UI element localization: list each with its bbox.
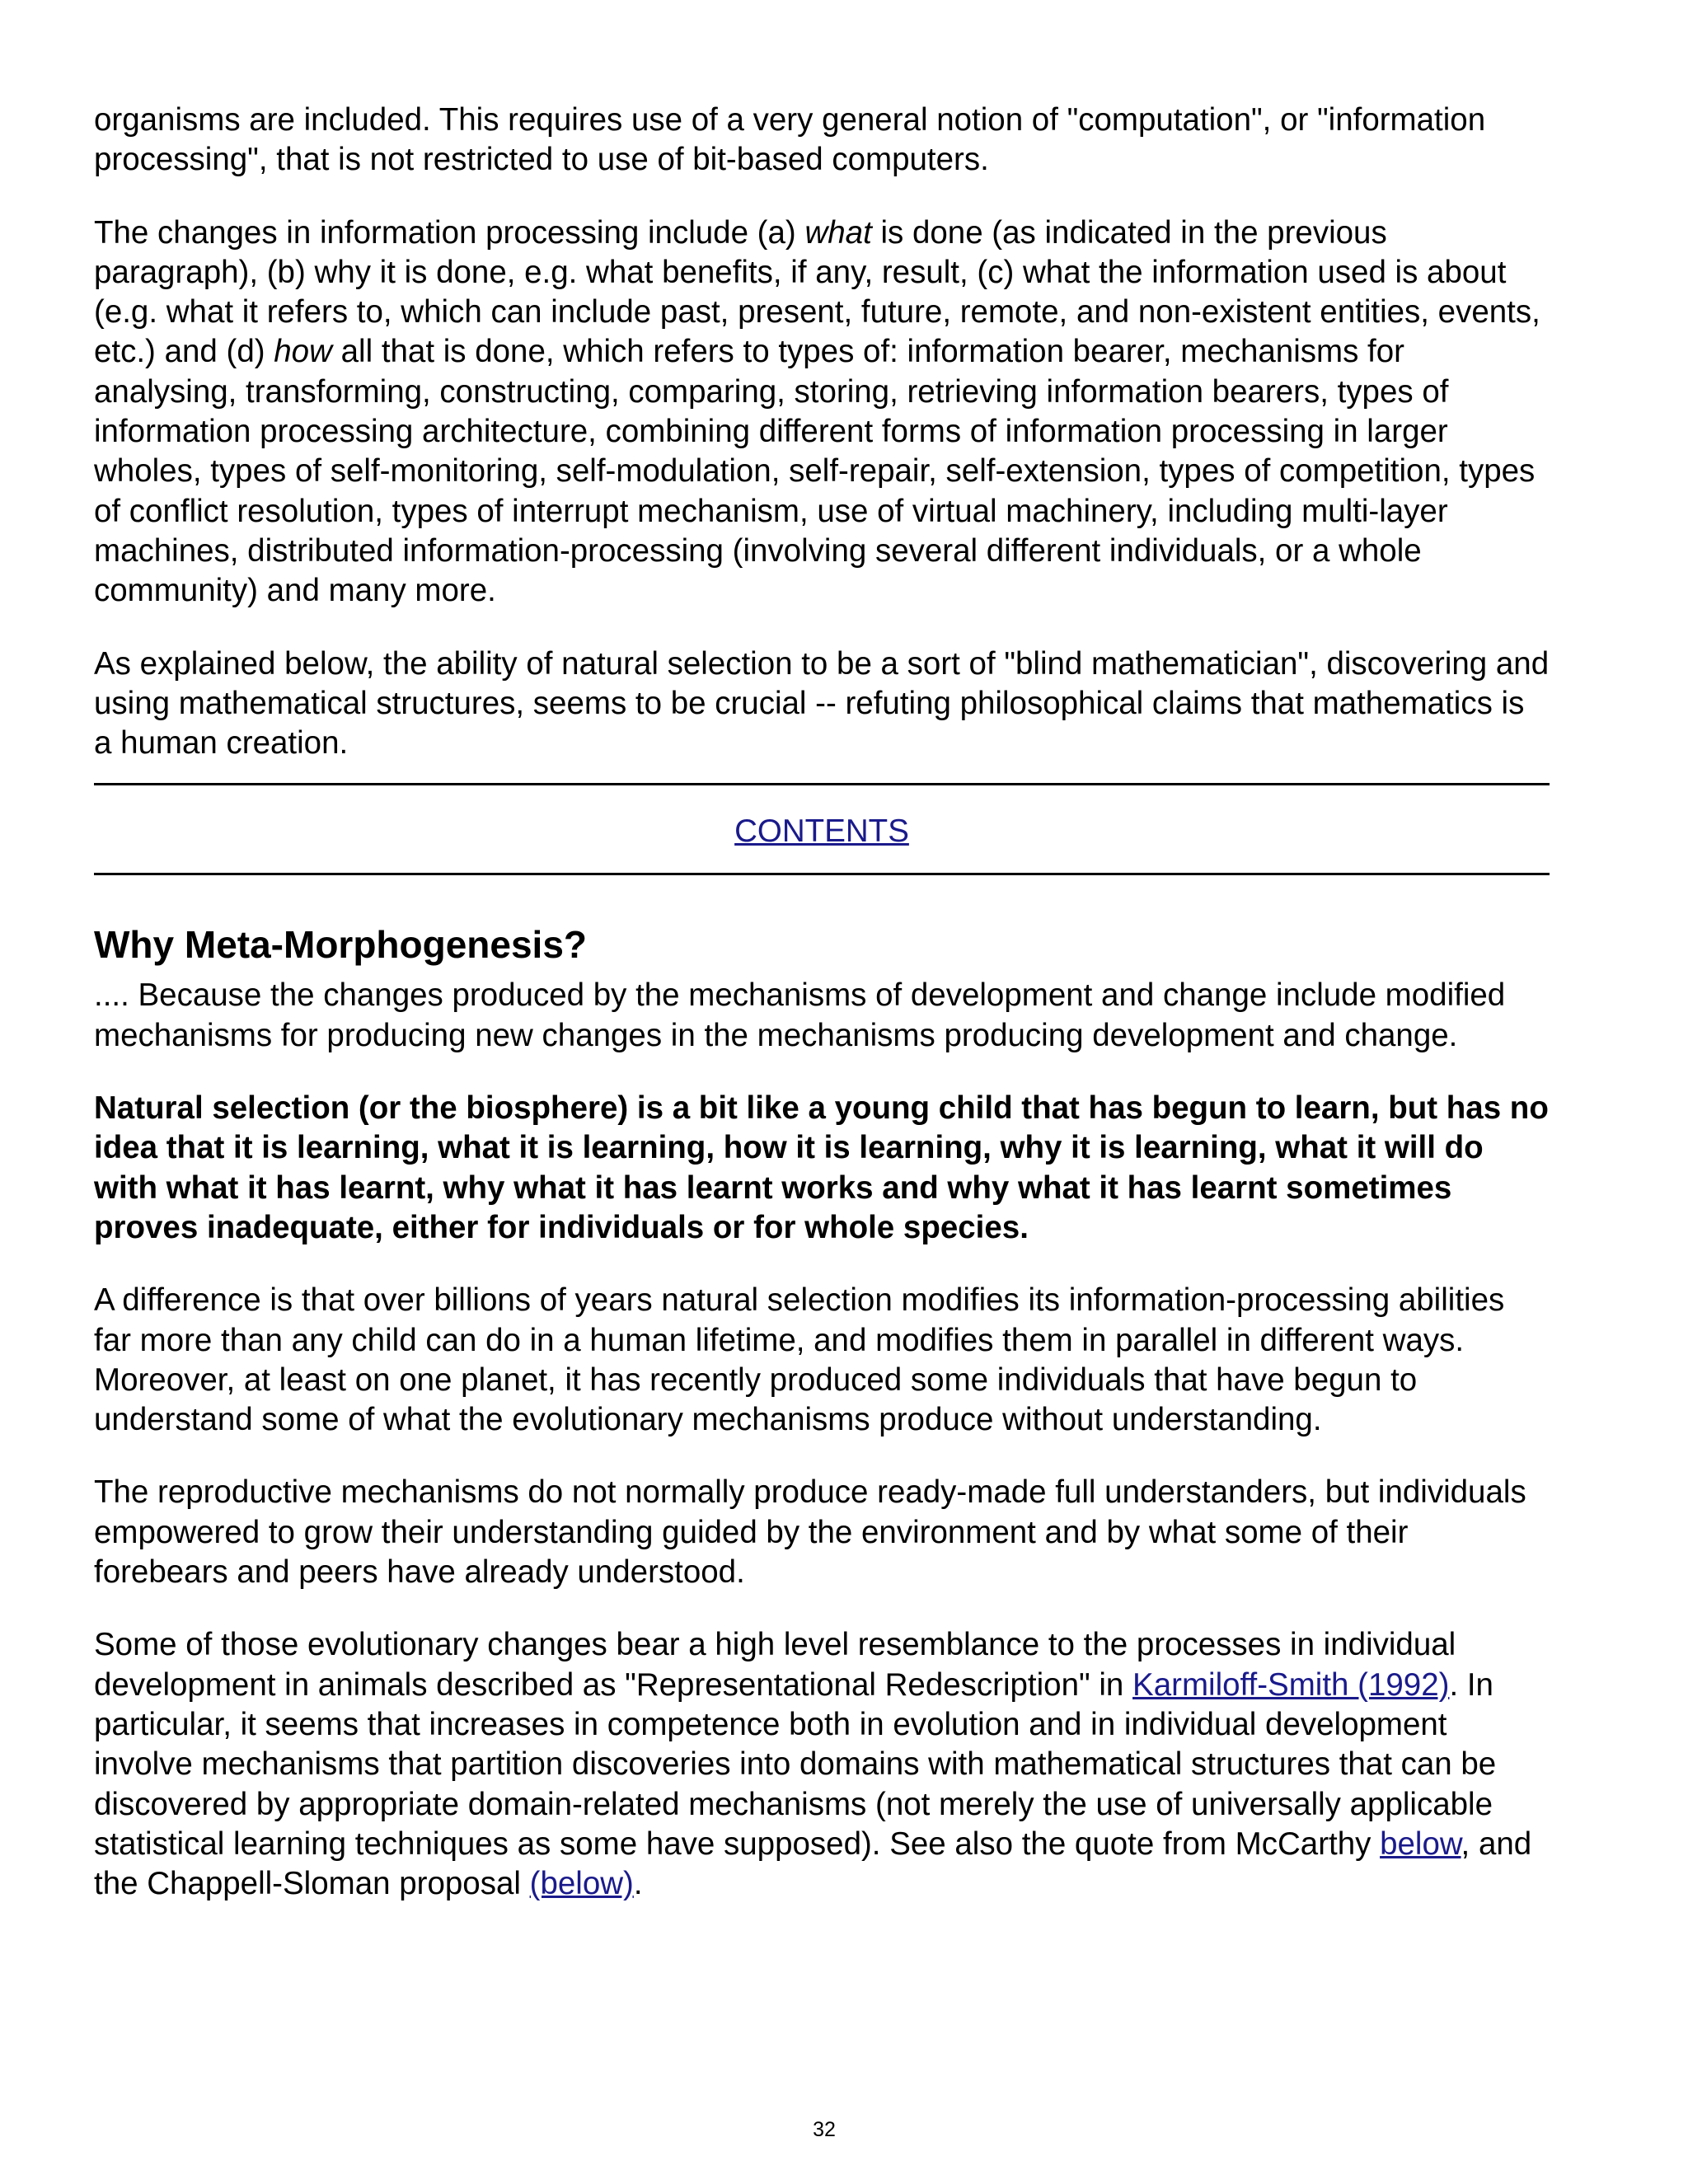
p2-text-b: is done (as indicated in the previous paragraph), (b) why it is done, e.g. what benefits, if any, result, (c) what the information used is about (e.g. what it refers to, which can include past, present, future, remote, and non-existent entities, events, etc.) and (d) [94,214,1540,370]
p2-emphasis-how: how [274,334,332,370]
contents-link[interactable]: CONTENTS [734,813,909,850]
paragraph-reproductive-mechanisms: The reproductive mechanisms do not normally produce ready-made full understanders, but individuals empowered to grow their understanding guided by the environment and by what some of their forebears and peers have already understood. [94,1474,1526,1591]
page-number: 32 [813,2118,836,2141]
paragraph-representational-redescription [94,1625,1550,1904]
paragraph-difference: A difference is that over billions of years natural selection modifies its information-processing abilities far more than any child can do in a human lifetime, and modifies them in parallel in different ways. Moreover, at least on one planet, it has recently produced some individuals that have begun to understand some of what the evolutionary mechanisms produce without understanding. [94,1282,1505,1438]
paragraph-information-processing-changes [94,213,1550,612]
mccarthy-below-link[interactable]: below [1380,1825,1461,1862]
s5-text-d: . [633,1866,643,1902]
paragraph-organisms: organisms are included. This requires use of a very general notion of "computation", or "information processing", that is not restricted to use of bit-based computers. [94,102,1486,178]
p2-emphasis-what: what [804,214,872,251]
section-heading: Why Meta-Morphogenesis? [94,923,588,967]
s5-text-b: . In particular, it seems that increases in competence both in evolution and in individual development involve mechanisms that partition discoveries into domains with mathematical structures that can be discovered by appropriate domain-related mechanisms (not merely the use of universally applicable statistical learning techniques as some have supposed). See also the quote from McCarthy [94,1666,1497,1862]
karmiloff-smith-link[interactable]: Karmiloff-Smith (1992) [1132,1666,1450,1703]
bold-statement: Natural selection (or the biosphere) is a bit like a young child that has begun to learn, but has no idea that it is learning, what it is learning, how it is learning, why it is learning, what it will do with what it has learnt, why what it has learnt works and why what it has learnt sometimes proves inadequate, either for individuals or for whole species. [94,1090,1549,1245]
p2-text-c: all that is done, which refers to types of: information bearer, mechanisms for analysing, transforming, constructing, comparing, storing, retrieving information bearers, types of information processing architecture, combining different forms of information processing in larger wholes, types of self-monitoring, self-modulation, self-repair, self-extension, types of competition, types of conflict resolution, types of interrupt mechanism, use of virtual machinery, including multi-layer machines, distributed information-processing (involving several different individuals, or a whole community) and many more. [94,334,1536,609]
paragraph-natural-selection-child [94,1089,1550,1248]
divider-bottom [94,873,1550,875]
document-page [94,101,1550,1937]
contents-link-row [94,785,1550,873]
paragraph-blind-mathematician: As explained below, the ability of natural selection to be a sort of "blind mathematician", discovering and using mathematical structures, seems to be crucial -- refuting philosophical claims that mathematics is a human creation. [94,645,1550,762]
paragraph-because-changes: .... Because the changes produced by the mechanisms of development and change include modified mechanisms for producing new changes in the mechanisms producing development and change. [94,977,1506,1053]
s5-text-a: Some of those evolutionary changes bear a high level resemblance to the processes in individual development in animals described as "Representational Redescription" in [94,1627,1456,1703]
chappell-sloman-below-link[interactable]: (below) [529,1866,634,1902]
p2-text-a: The changes in information processing include (a) [94,214,805,251]
s5-text-c: , and the Chappell-Sloman proposal [94,1825,1532,1902]
